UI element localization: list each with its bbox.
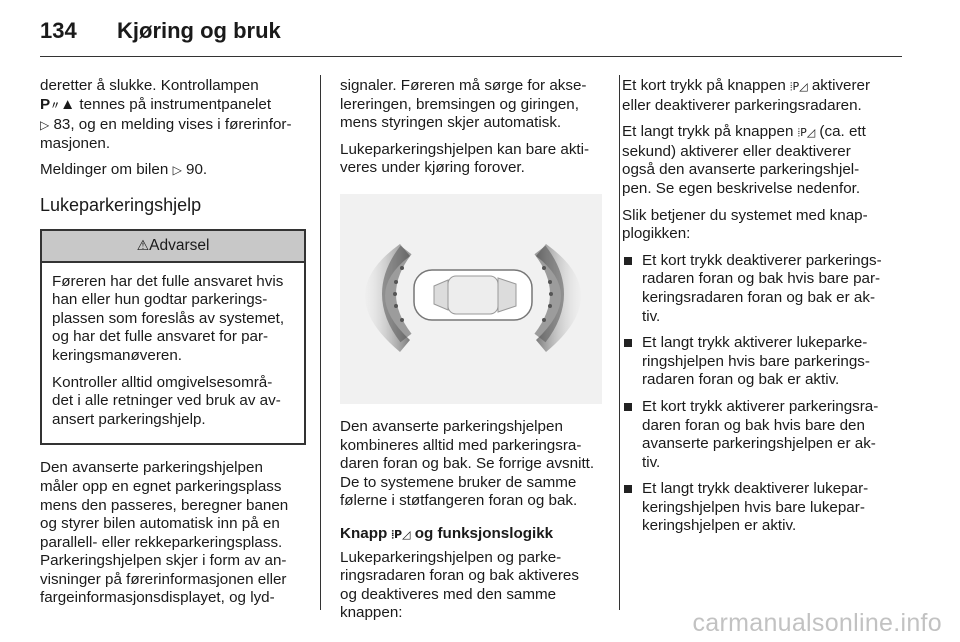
parking-sensor-illustration [340, 194, 602, 404]
park-button-icon: ⦙P◿ [391, 527, 411, 541]
park-button-icon: ⦙P◿ [790, 80, 808, 93]
list-item: Et kort trykk deaktiverer parkerings- radaren foran og bak hvis bare par- keringsradaren foran og bak er ak- tiv. [622, 252, 904, 326]
arrow-reference-icon: ▷ [40, 118, 50, 133]
page-header [40, 18, 902, 58]
watermark: carmanualsonline.info [692, 609, 942, 637]
warning-body: Føreren har det fulle ansvaret hvis han eller hun godtar parkerings- plassen som foreslås av systemet, og har det fulle ansvaret for par- keringsmanøveren. Kontroller alltid omgivelsesområ- det i alle retninger ved bruk av av- ansert parkeringshjelp. [52, 272, 285, 428]
bullet-square-icon [624, 485, 632, 493]
paragraph-description: Den avanserte parkeringshjelpen måler opp en egnet parkeringsplass mens den passeres, beregner banen og styrer bilen automatisk inn på en parallell- eller rekkeparkeringsplass. Parkeringshjelpen skjer i form av an- visninger på førerinformasjonen eller fargeinformasjonsdisplayet, og lyd- [40, 459, 289, 607]
paragraph-messages: Meldinger om bilen ▷ 90. [40, 161, 208, 179]
column-divider-2 [619, 75, 620, 610]
warning-triangle-icon: ⚠ [136, 237, 150, 254]
car-top-view [414, 270, 532, 320]
warning-header: ⚠Advarsel [42, 231, 304, 263]
park-button-icon: ⦙P◿ [797, 126, 816, 140]
bullet-square-icon [624, 403, 632, 411]
arrow-reference-icon: ▷ [172, 163, 182, 178]
page-number: 134 [40, 18, 77, 43]
button-logic-list [622, 252, 904, 536]
bullet-square-icon [624, 257, 632, 265]
column-3: Et kort trykk på knappen ⦙P◿ aktiverer eller deaktiverer parkeringsradaren. Et langt trykk på knappen ⦙P◿ (ca. ett sekund) aktiverer eller deaktiverer også den avanserte parkeringshjel- pen. Se egen beskrivelse nedenfor. Slik betjener du systemet med knap- plogikken: Et kort trykk deaktiverer parkerings- radaren foran og bak hvis bare par- keringsradaren foran og bak er ak- tiv. Et langt trykk aktiverer lukeparke- ringshjelpen hvis bare parkerings- radaren foran og bak er aktiv. Et kort trykk aktiverer parkeringsra- daren foran og bak hvis bare den avanserte parkeringshjelpen er ak- tiv. Et langt trykk deaktiverer lukepar- keringshjelpen hvis bare lukepar- keringshjelpen er aktiv. [622, 77, 904, 544]
car-sensor-diagram [340, 194, 602, 404]
bullet-square-icon [624, 339, 632, 347]
subsection-heading: Knapp ⦙P◿ og funksjonslogikk [340, 524, 554, 542]
section-heading: Lukeparkeringshjelp [40, 194, 202, 215]
park-assist-icon: P〃▲ [40, 95, 76, 113]
list-item: Et kort trykk aktiverer parkeringsra- daren foran og bak hvis bare den avanserte parkeringshjelpen er ak- tiv. [622, 398, 904, 472]
column-2: signaler. Føreren må sørge for akse- lereringen, bremsingen og giringen, mens styringen skjer automatisk. Lukeparkeringshjelpen kan bare akti- veres under kjøring forover. Den avanserte parkeringshjelpen kombineres alltid med parkeringsra- daren foran og bak. Se forrige avsnitt. De to systemene bruker de samme følerne i støtfangeren foran og bak. Knapp ⦙P◿ og funksjonslogikk Lukeparkeringshjelpen og parke- ringsradaren foran og bak aktiveres og deaktiveres med den samme knappen: [340, 77, 606, 631]
paragraph-intro: deretter å slukke. Kontrollampen P〃▲ tennes på instrumentpanelet ▷ 83, og en melding vises i førerinfor- masjonen. [40, 77, 292, 152]
list-item: Et langt trykk deaktiverer lukepar- keringshjelpen hvis bare lukepar- keringshjelpen er aktiv. [622, 480, 904, 536]
warning-box [40, 229, 306, 446]
page-title: Kjøring og bruk [117, 18, 281, 43]
header-divider [40, 56, 902, 57]
column-1 [40, 77, 306, 616]
list-item: Et langt trykk aktiverer lukeparke- ringshjelpen hvis bare parkerings- radaren foran og bak er aktiv. [622, 334, 904, 390]
column-divider-1 [320, 75, 321, 610]
